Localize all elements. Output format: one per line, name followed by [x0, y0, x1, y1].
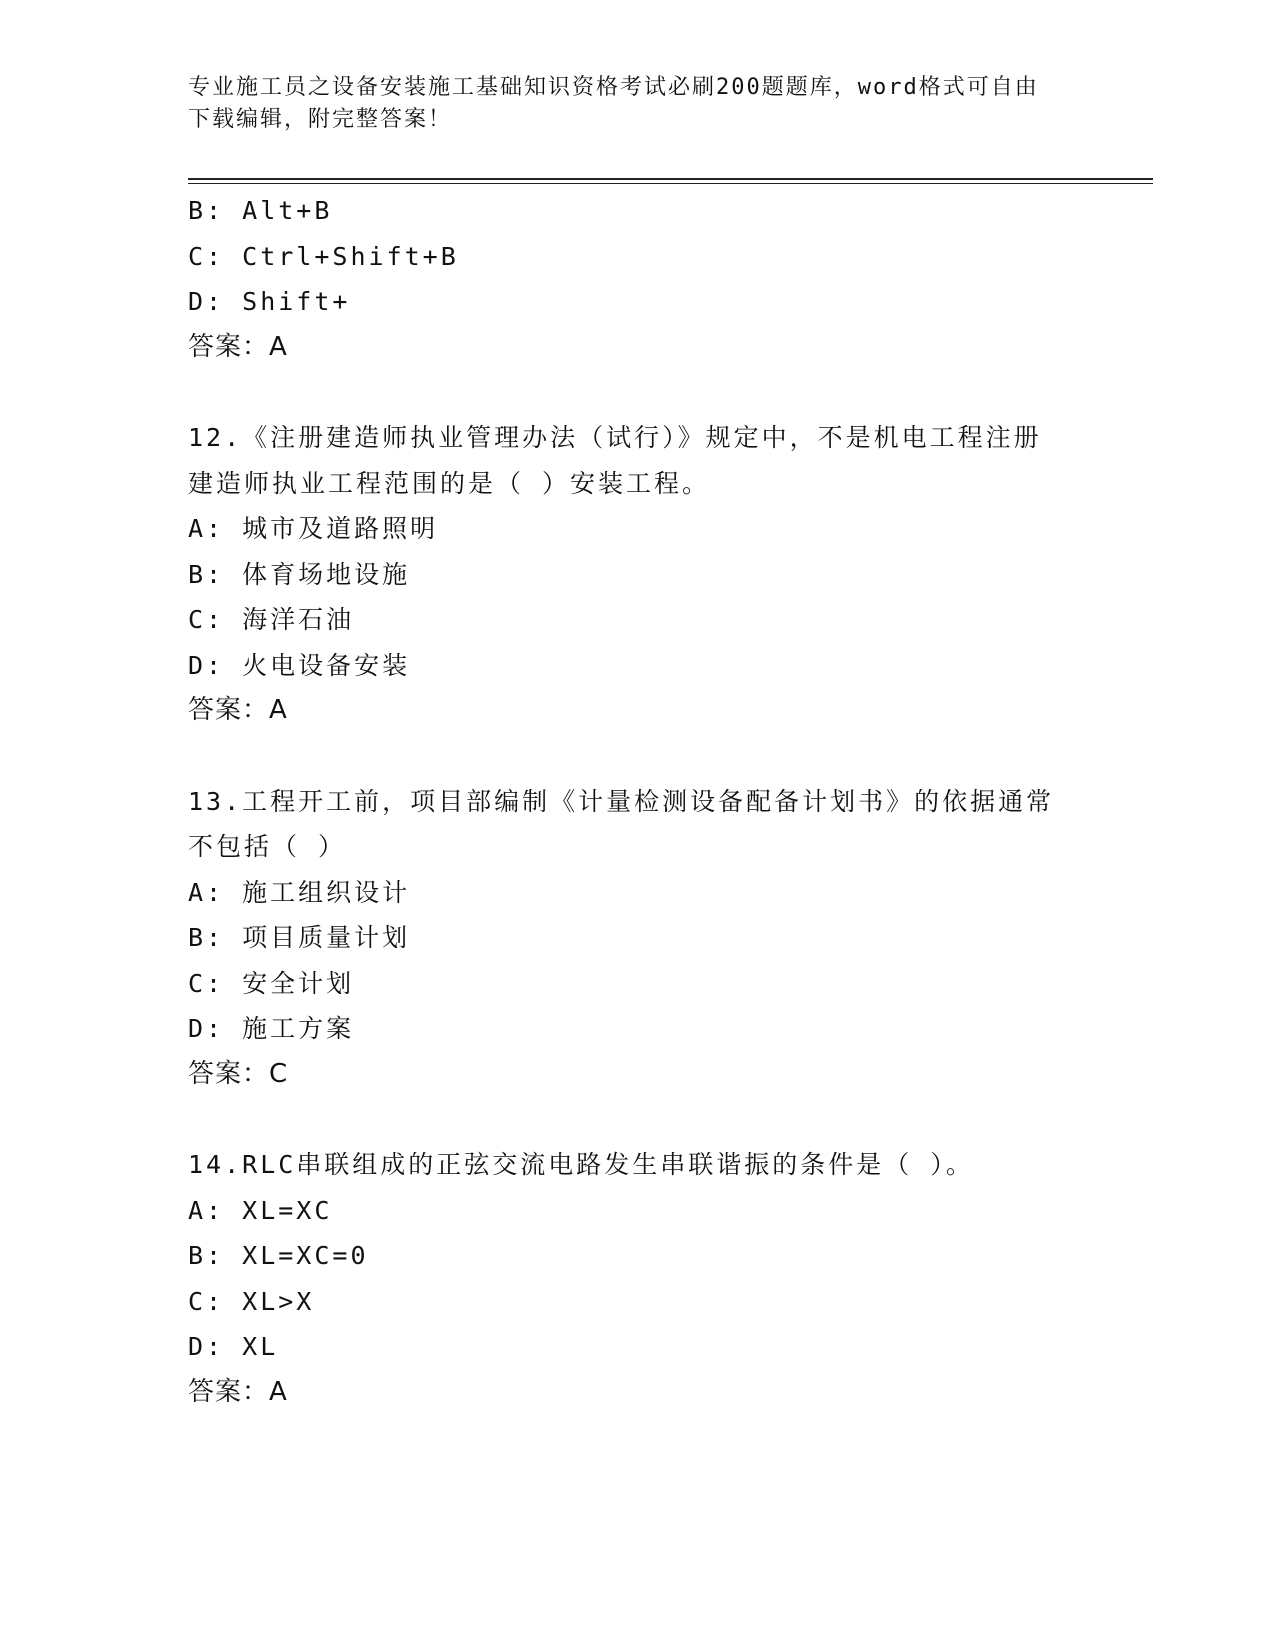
option-c: C: XL>X: [188, 1286, 315, 1316]
header-divider-thin: [188, 183, 1153, 184]
option-a: A: 施工组织设计: [188, 877, 411, 907]
option-a: A: XL=XC: [188, 1195, 333, 1225]
option-b: B: Alt+B: [188, 196, 333, 225]
question-14: [188, 1142, 1088, 1415]
question-stem-continued: 不包括（ ）: [188, 832, 347, 861]
option-b: B: 体育场地设施: [188, 559, 411, 589]
option-a: A: 城市及道路照明: [188, 514, 439, 543]
document-header: [188, 72, 1088, 136]
answer: 答案：A: [188, 695, 288, 725]
header-divider-thick: [188, 178, 1153, 180]
option-c: C: Ctrl+Shift+B: [188, 241, 459, 271]
question-stem: 12.《注册建造师执业管理办法（试行）》规定中，不是机电工程注册: [188, 423, 1042, 452]
spacer: [188, 734, 1088, 779]
question-stem-continued: 建造师执业工程范围的是（ ）安装工程。: [188, 468, 711, 498]
answer: 答案：A: [188, 1376, 288, 1407]
header-line-1: 专业施工员之设备安装施工基础知识资格考试必刷200题题库，word格式可自由: [188, 75, 1039, 100]
question-stem: 13.工程开工前，项目部编制《计量检测设备配备计划书》的依据通常: [188, 786, 1055, 816]
spacer: [188, 370, 1088, 415]
answer: 答案：C: [188, 1058, 289, 1089]
header-line-2: 下载编辑，附完整答案！: [188, 107, 453, 132]
option-d: D: Shift+: [188, 287, 351, 316]
question-13: [188, 779, 1088, 1098]
option-c: C: 海洋石油: [188, 605, 355, 634]
option-b: B: 项目质量计划: [188, 923, 411, 952]
question-12: [188, 415, 1088, 734]
option-c: C: 安全计划: [188, 968, 355, 998]
question-11: [188, 188, 1088, 370]
spacer: [188, 1097, 1088, 1142]
option-d: D: 火电设备安装: [188, 650, 411, 680]
question-list: [188, 188, 1088, 1415]
option-b: B: XL=XC=0: [188, 1241, 369, 1270]
question-stem: 14.RLC串联组成的正弦交流电路发生串联谐振的条件是（ ）。: [188, 1150, 974, 1179]
answer: 答案：A: [188, 331, 288, 362]
option-d: D: XL: [188, 1332, 279, 1361]
option-d: D: 施工方案: [188, 1014, 355, 1043]
